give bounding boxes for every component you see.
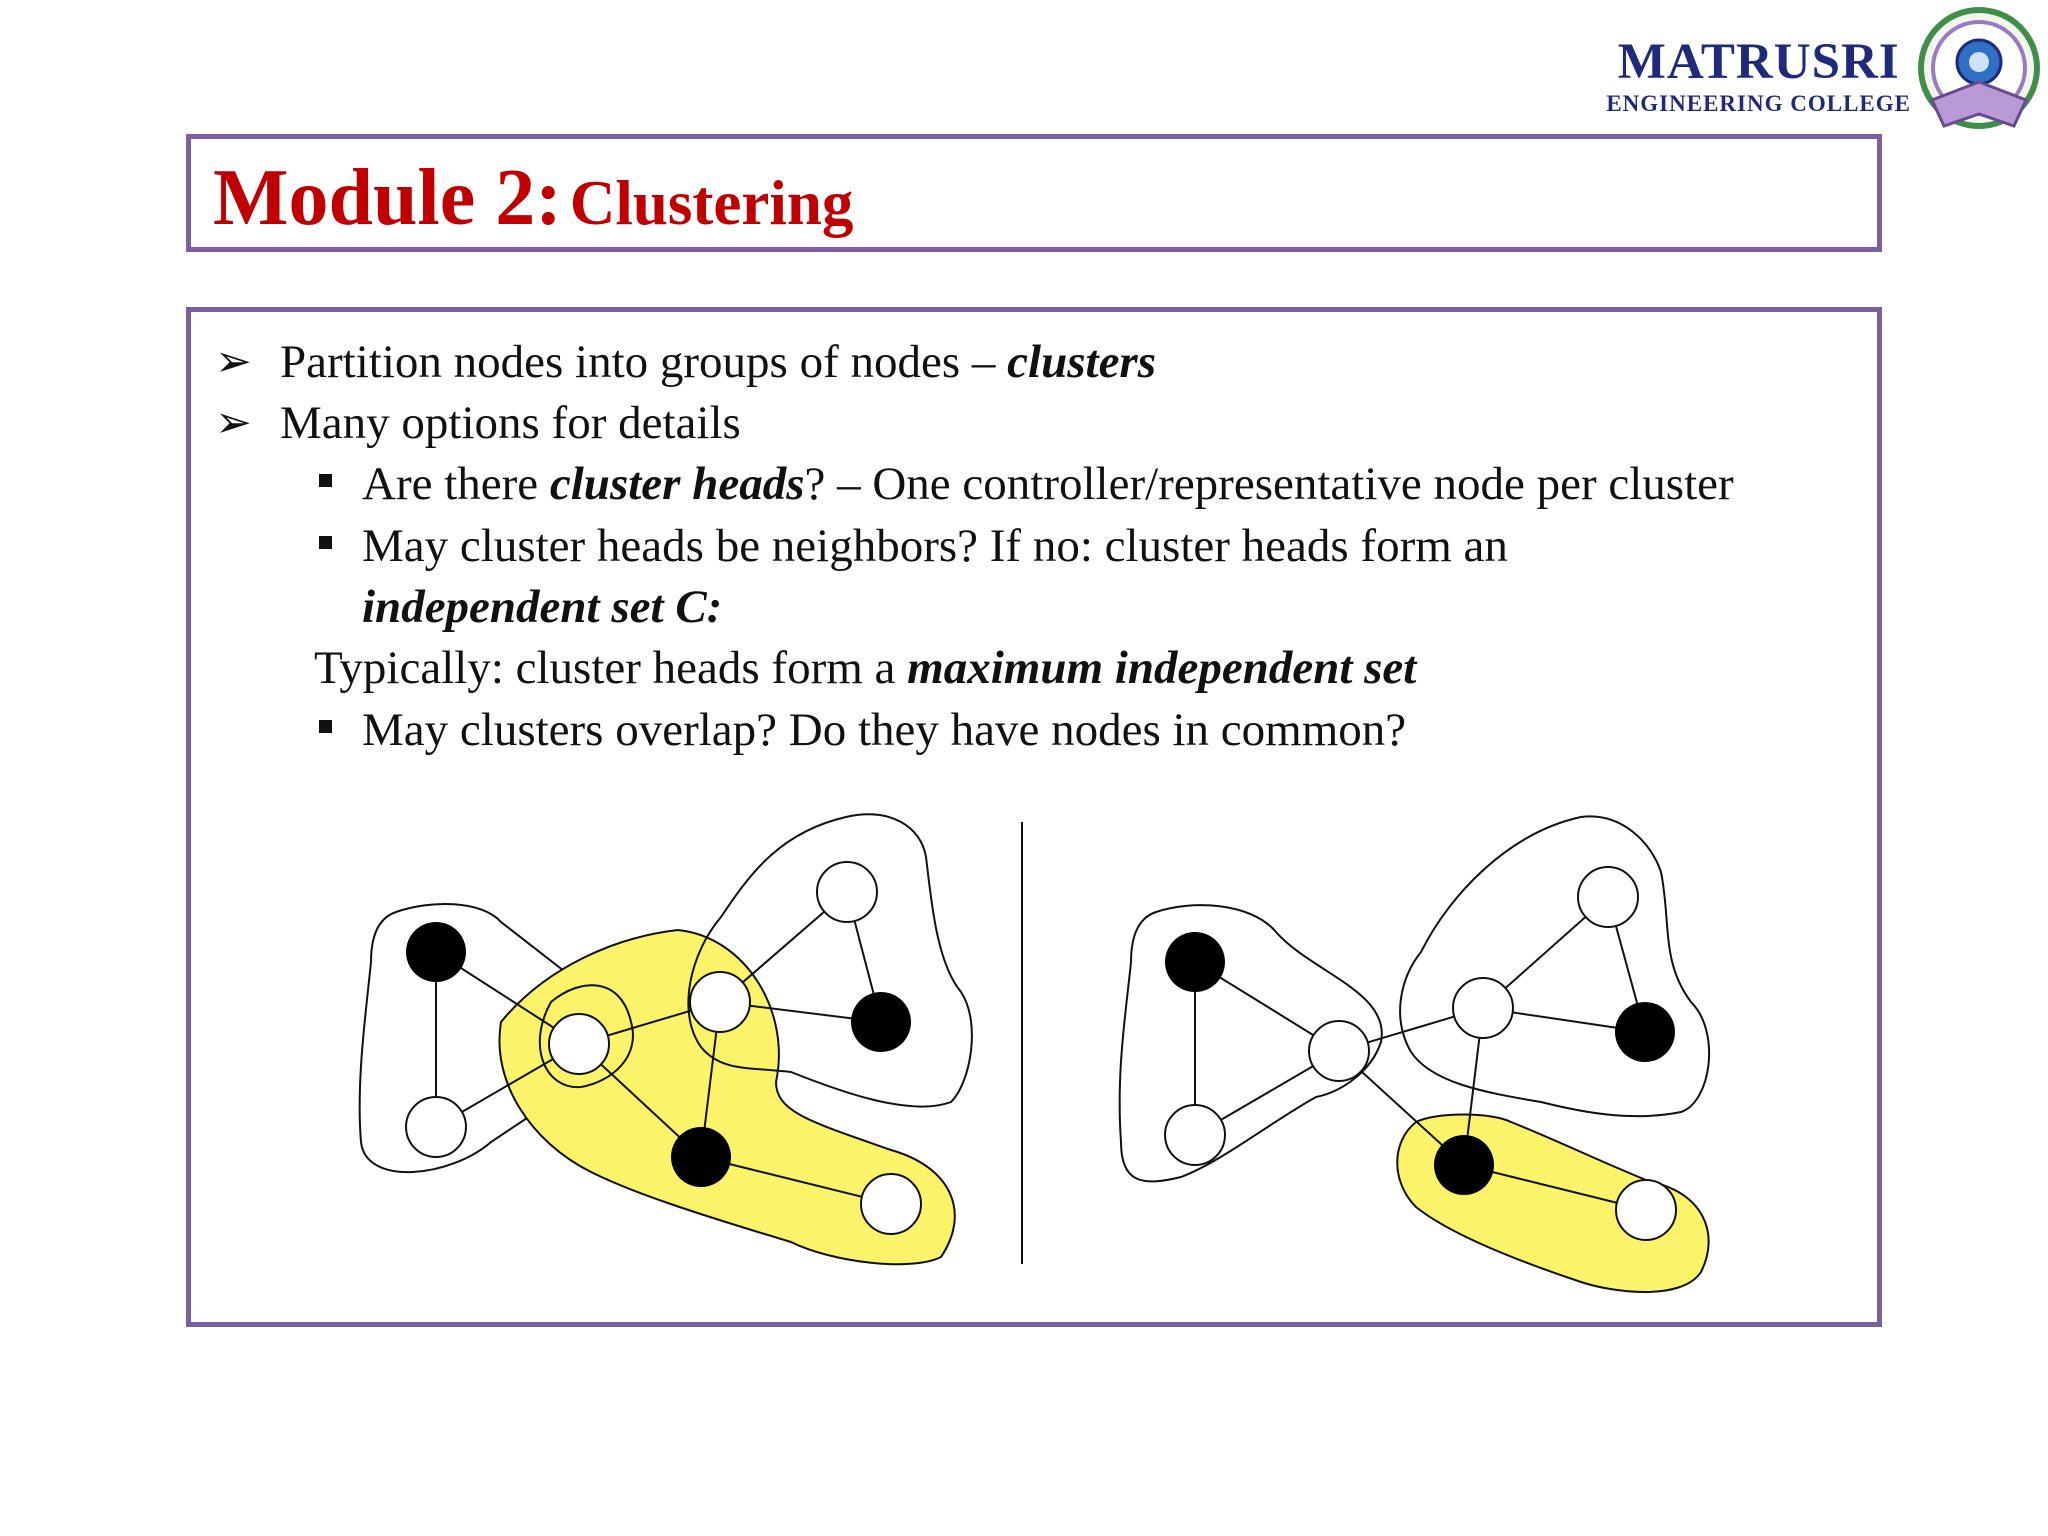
arrow-bullet-icon: ➢ — [215, 398, 252, 447]
cluster-head-node — [406, 922, 466, 982]
subbullet-cluster-heads-pre: Are there — [362, 458, 550, 510]
member-node — [1453, 978, 1513, 1038]
title-topic: Clustering — [569, 168, 854, 238]
member-node — [861, 1174, 921, 1234]
bullet-partition-text: Partition nodes into groups of nodes – — [280, 336, 1008, 388]
member-node — [406, 1097, 466, 1157]
subbullet-overlap: May clusters overlap? Do they have nodes in common? — [362, 704, 1407, 756]
cluster-head-node — [851, 992, 911, 1052]
member-node — [549, 1014, 609, 1074]
member-node — [1165, 1105, 1225, 1165]
content-frame — [186, 307, 1882, 1327]
cluster-head-node — [1615, 1002, 1675, 1062]
subbullet-neighbors-emphasis: independent set C: — [362, 581, 723, 633]
cluster-head-node — [671, 1127, 731, 1187]
disjoint-clusters-figure — [1120, 816, 1709, 1292]
cluster-head-node — [1434, 1135, 1494, 1195]
member-node — [1309, 1021, 1369, 1081]
bullet-options: Many options for details — [280, 397, 741, 449]
arrow-bullet-icon: ➢ — [215, 337, 252, 386]
college-subtitle: ENGINEERING COLLEGE — [1606, 91, 1911, 116]
college-name: MATRUSRI — [1617, 34, 1900, 90]
college-logo-text — [1606, 34, 1911, 118]
clustering-diagram — [191, 312, 1877, 1322]
title-frame — [186, 134, 1882, 252]
cluster-outline-top-right — [1400, 816, 1709, 1116]
title-module: Module 2: — [213, 154, 562, 242]
subbullet-cluster-heads-post: ? – One controller/representative node per cluster — [804, 458, 1734, 510]
subbullet-neighbors: May cluster heads be neighbors? If no: cluster heads form an — [362, 520, 1508, 572]
subbullet-cluster-heads-emphasis: cluster heads — [549, 458, 805, 510]
page-title — [213, 153, 853, 244]
bullet-partition-emphasis: clusters — [1007, 336, 1157, 388]
member-node — [817, 862, 877, 922]
cluster-head-node — [1165, 932, 1225, 992]
overlapping-clusters-figure — [360, 814, 972, 1264]
typically-emphasis: maximum independent set — [907, 642, 1417, 694]
member-node — [690, 972, 750, 1032]
member-node — [1616, 1180, 1676, 1240]
member-node — [1578, 867, 1638, 927]
college-seal-icon — [1914, 4, 2044, 142]
typically-text: Typically: cluster heads form a — [314, 642, 908, 694]
